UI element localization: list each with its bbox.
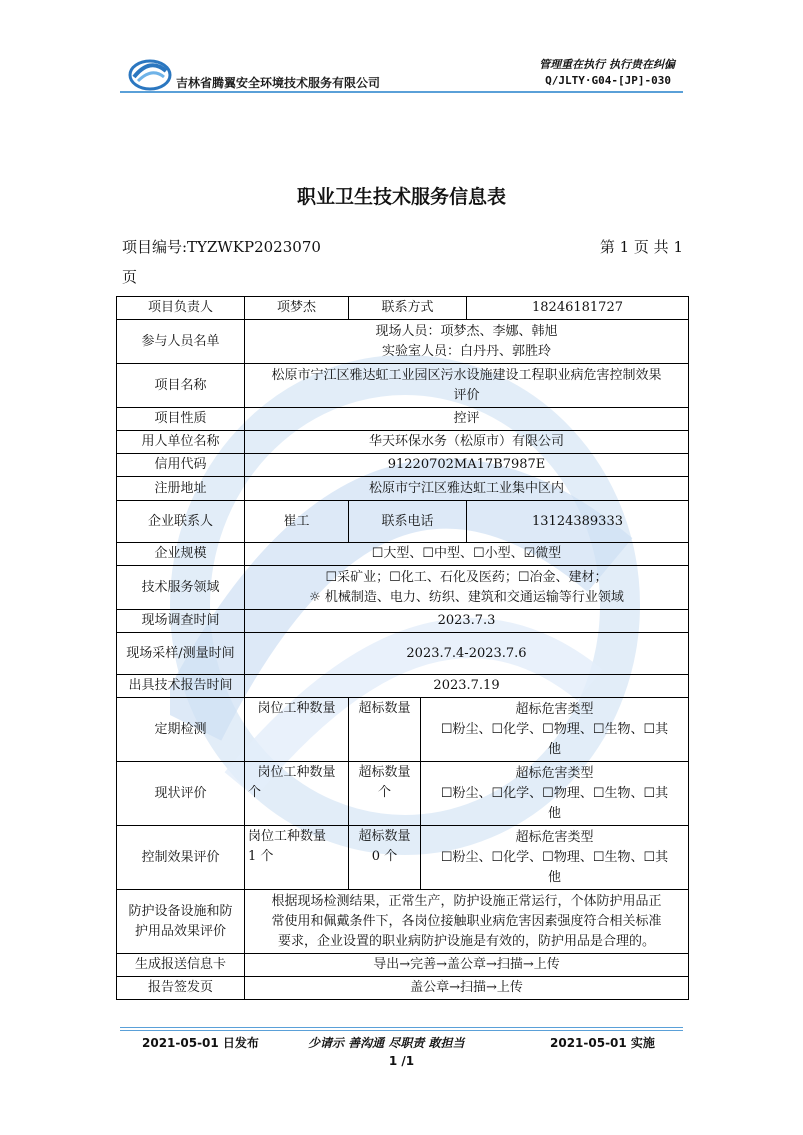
cell-line: 护用品效果评价 (134, 923, 226, 939)
cell-label: 注册地址 (117, 477, 245, 501)
table-row (117, 431, 689, 454)
page-info: 第 1 页 共 1 (599, 238, 683, 256)
footer-divider (120, 1030, 683, 1031)
cell-value (349, 826, 421, 890)
cell-line: 根据现场检测结果，正常生产，防护设施正常运行，个体防护用品正 (271, 893, 662, 909)
cell-value: 13124389333 (467, 501, 689, 543)
cell-value (421, 698, 689, 762)
header-slogan: 管理重在执行 执行贵在纠偏 (539, 58, 675, 71)
cell-value (245, 364, 689, 408)
cell-line: 岗位工种数量 (248, 829, 327, 844)
cell-line: 个 (248, 785, 262, 800)
table-row (117, 890, 689, 954)
cell-label: 企业规模 (117, 543, 245, 566)
cell-label: 技术服务领域 (117, 566, 245, 610)
cell-label: 联系电话 (349, 501, 467, 543)
cell-line: ☐粉尘、☐化学、☐物理、☐生物、☐其 (440, 785, 669, 801)
table-row (117, 364, 689, 408)
cell-line: 他 (548, 805, 562, 821)
table-row (117, 297, 689, 320)
cell-label: 参与人员名单 (117, 320, 245, 364)
header-divider (120, 91, 683, 93)
cell-label (117, 890, 245, 954)
header-company-name: 吉林省腾翼安全环境技术服务有限公司 (176, 76, 381, 90)
cell-value: ☐大型、☐中型、☐小型、☑微型 (245, 543, 689, 566)
cell-line: 他 (548, 869, 562, 885)
cell-value: 2023.7.3 (245, 610, 689, 633)
table-row (117, 320, 689, 364)
cell-label: 控制效果评价 (117, 826, 245, 890)
table-row (117, 633, 689, 675)
cell-value: 松原市宁江区雅达虹工业集中区内 (245, 477, 689, 501)
cell-label: 报告签发页 (117, 977, 245, 1000)
cell-line: 超标危害类型 (515, 765, 594, 781)
footer-publish-date: 2021-05-01 日发布 (142, 1036, 259, 1050)
cell-label: 现状评价 (117, 762, 245, 826)
cell-line: 实验室人员：白丹丹、郭胜玲 (382, 343, 552, 359)
table-row (117, 566, 689, 610)
cell-line: 超标危害类型 (515, 829, 594, 845)
table-row (117, 408, 689, 431)
cell-line: 要求，企业设置的职业病防护设施是有效的，防护用品是合理的。 (278, 933, 656, 949)
cell-line: 现场人员：项梦杰、李娜、韩旭 (375, 323, 558, 339)
table-row (117, 826, 689, 890)
table-row (117, 610, 689, 633)
cell-value (421, 826, 689, 890)
cell-line: 岗位工种数量 (257, 765, 336, 780)
cell-line: 常使用和佩戴条件下，各岗位接触职业病危害因素强度符合相关标准 (271, 913, 662, 929)
cell-label: 项目负责人 (117, 297, 245, 320)
footer-divider (120, 1027, 683, 1028)
cell-value: 18246181727 (467, 297, 689, 320)
cell-label: 项目性质 (117, 408, 245, 431)
cell-value (245, 762, 349, 826)
cell-line: ☐粉尘、☐化学、☐物理、☐生物、☐其 (440, 721, 669, 737)
table-row (117, 543, 689, 566)
cell-value: 控评 (245, 408, 689, 431)
cell-value: 岗位工种数量 (245, 698, 349, 762)
cell-line: ☼ 机械制造、电力、纺织、建筑和交通运输等行业领域 (309, 589, 624, 605)
table-row (117, 698, 689, 762)
cell-line: 防护设备设施和防 (128, 903, 233, 919)
cell-label: 现场采样/测量时间 (117, 633, 245, 675)
cell-value: 华天环保水务（松原市）有限公司 (245, 431, 689, 454)
cell-value: 91220702MA17B7987E (245, 454, 689, 477)
cell-line: 超标数量 (358, 829, 411, 844)
cell-value (421, 762, 689, 826)
cell-value (245, 826, 349, 890)
cell-label: 现场调查时间 (117, 610, 245, 633)
footer-page-number: 1 /1 (388, 1054, 415, 1068)
info-table (116, 296, 689, 1000)
cell-label: 生成报送信息卡 (117, 954, 245, 977)
cell-line: 超标危害类型 (515, 701, 594, 717)
table-row (117, 477, 689, 501)
cell-line: 松原市宁江区雅达虹工业园区污水设施建设工程职业病危害控制效果 (271, 367, 662, 383)
cell-line: 个 (377, 785, 391, 800)
cell-line: ☐采矿业；☐化工、石化及医药；☐冶金、建材； (325, 569, 608, 585)
footer-motto: 少请示 善沟通 尽职责 敢担当 (308, 1036, 465, 1050)
cell-line: 他 (548, 741, 562, 757)
cell-value (245, 566, 689, 610)
cell-value: 导出→完善→盖公章→扫描→上传 (245, 954, 689, 977)
cell-label: 定期检测 (117, 698, 245, 762)
company-logo (128, 55, 172, 95)
cell-label: 企业联系人 (117, 501, 245, 543)
cell-label: 联系方式 (349, 297, 467, 320)
table-row (117, 454, 689, 477)
table-row (117, 977, 689, 1000)
cell-value: 超标数量 (349, 698, 421, 762)
cell-label: 信用代码 (117, 454, 245, 477)
cell-value (245, 890, 689, 954)
cell-value: 2023.7.19 (245, 675, 689, 698)
page-info-wrap: 页 (122, 268, 138, 286)
table-row (117, 501, 689, 543)
header-document-code: Q/JLTY·G04-[JP]-030 (545, 74, 671, 87)
cell-value (245, 320, 689, 364)
cell-value (349, 762, 421, 826)
footer-effective-date: 2021-05-01 实施 (550, 1036, 655, 1050)
cell-label: 项目名称 (117, 364, 245, 408)
cell-line: ☐粉尘、☐化学、☐物理、☐生物、☐其 (440, 849, 669, 865)
table-row (117, 762, 689, 826)
cell-value: 崔工 (245, 501, 349, 543)
cell-value: 盖公章→扫描→上传 (245, 977, 689, 1000)
cell-line: 0 个 (371, 849, 398, 864)
cell-line: 评价 (453, 387, 480, 403)
table-row (117, 675, 689, 698)
cell-label: 出具技术报告时间 (117, 675, 245, 698)
cell-value: 项梦杰 (245, 297, 349, 320)
cell-value: 2023.7.4-2023.7.6 (245, 633, 689, 675)
document-title: 职业卫生技术服务信息表 (296, 186, 506, 208)
table-row (117, 954, 689, 977)
project-number: 项目编号:TYZWKP2023070 (122, 238, 321, 256)
cell-line: 超标数量 (358, 765, 411, 780)
cell-label: 用人单位名称 (117, 431, 245, 454)
cell-line: 1 个 (248, 849, 274, 864)
